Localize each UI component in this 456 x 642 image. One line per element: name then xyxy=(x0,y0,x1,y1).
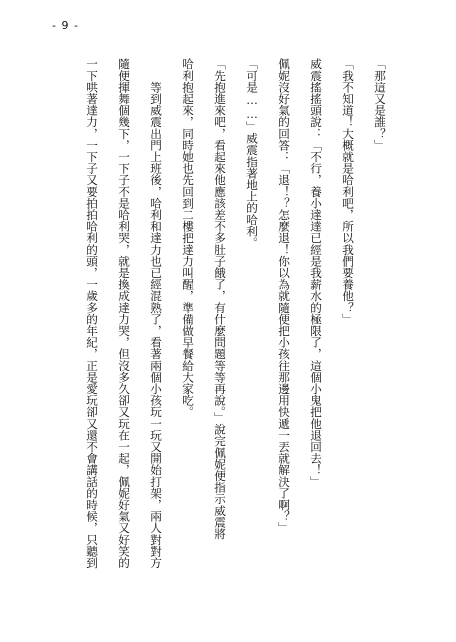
line-gap xyxy=(292,58,308,626)
text-line: 「先抱進來吧，看起來他應該差不多肚子餓了，有什麼問題等等再說。」說完佩妮便指示威震將 xyxy=(213,58,227,540)
text-line: 等到威震出門上班後，哈利和達力也已經混熟了，看著兩個小孩玩一玩又開始打架，兩人對對方 xyxy=(149,58,163,569)
line-gap xyxy=(228,58,244,626)
line-gap xyxy=(100,58,116,626)
text-line: 隨便揮舞個幾下，一下子不是哈利哭，就是換成達力哭，但沒多久卻又玩在一起，佩妮好氣又好笑的 xyxy=(117,58,131,569)
text-line: 「我不知道！大概就是哈利吧，所以我們要養他？」 xyxy=(341,58,355,325)
text-line: 「可是……」威震指著地上的哈利。 xyxy=(245,58,259,249)
line-gap xyxy=(260,58,276,626)
page-number: - 9 - xyxy=(52,19,79,32)
line-gap xyxy=(356,58,372,626)
text-line: 一下哄著達力，一下子又要拍拍哈利的頭，一歲多的年紀，正是愛玩卻又還不會講話的時候，只聽到 xyxy=(85,58,99,569)
line-gap xyxy=(196,58,212,626)
text-line: 哈利抱起來，同時她也先回到二樓把達力叫醒，準備做早餐給大家吃。 xyxy=(181,58,195,418)
line-gap xyxy=(164,58,180,626)
line-gap xyxy=(132,58,148,626)
text-line: 「那這又是誰？」 xyxy=(373,58,387,151)
text-columns xyxy=(84,58,388,626)
text-line: 佩妮沒好氣的回答：「退！？怎麼退！你以為就隨便把小孩往那邊用快遞一丟就解決了啊？」 xyxy=(277,58,291,534)
line-gap xyxy=(324,58,340,626)
text-line: 威震搖搖頭說：「不行，養小達達已經是我薪水的極限了，這個小鬼把他退回去！」 xyxy=(309,58,323,488)
